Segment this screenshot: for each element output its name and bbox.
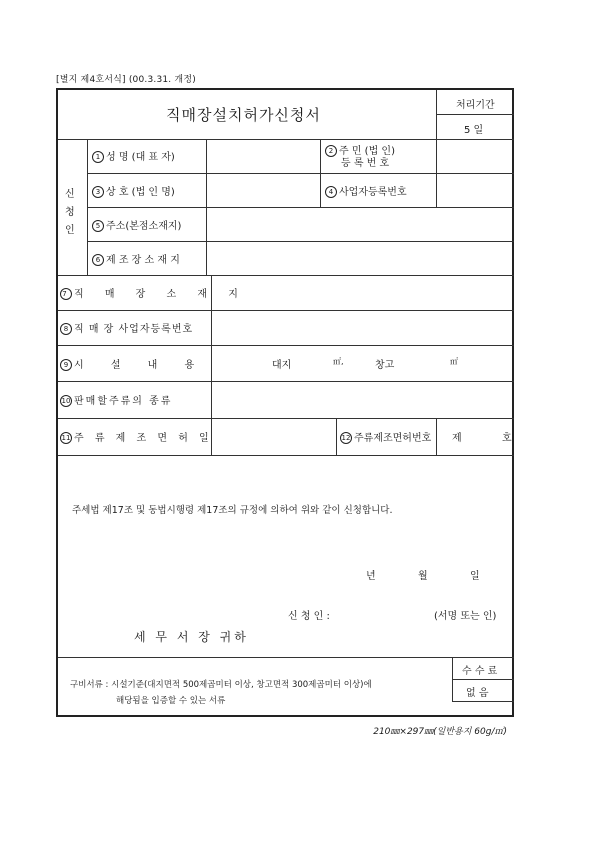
number-badge-7: 7 xyxy=(60,288,72,300)
field-store-location-label xyxy=(60,285,247,300)
number-badge-10: 10 xyxy=(61,397,71,405)
fee-value: 없 음 xyxy=(466,688,489,699)
signature-placeholder: (서명 또는 인) xyxy=(434,611,497,622)
row-divider xyxy=(87,241,514,242)
field-factory-location-text: 제 조 장 소 재 지 xyxy=(106,255,180,266)
field-resident-line2: 등 록 번 호 xyxy=(341,158,390,169)
row-divider xyxy=(87,207,514,208)
form-number-note: [별지 제4호서식] (00.3.31. 개정) xyxy=(56,75,196,85)
field-business-reg-label xyxy=(325,183,407,198)
number-badge-5: 5 xyxy=(92,220,104,232)
number-badge-11: 11 xyxy=(61,434,71,442)
row-divider xyxy=(58,345,514,346)
field-company-label xyxy=(92,183,175,198)
field-factory-location-label xyxy=(92,251,180,266)
field-address-text: 주소(본점소재지) xyxy=(106,221,182,232)
application-statement: 주세법 제17조 및 동법시행령 제17조의 규정에 의하여 위와 같이 신청합니다. xyxy=(72,505,393,516)
field-facility-label xyxy=(60,356,206,371)
processing-period-value: 5 일 xyxy=(464,125,484,136)
row-divider xyxy=(58,657,514,658)
row-divider xyxy=(58,275,514,276)
field-license-date-text: 주 류 제 조 면 허 일 xyxy=(74,433,213,444)
number-badge-1: 1 xyxy=(92,151,104,163)
row-divider xyxy=(87,173,514,174)
row-divider xyxy=(58,310,514,311)
field-address-label xyxy=(92,217,181,232)
number-badge-4: 4 xyxy=(325,186,337,198)
land-area-label: 대지 xyxy=(272,360,292,371)
required-documents-line2: 해당됨을 입증할 수 있는 서류 xyxy=(116,696,226,706)
warehouse-area-label: 창고 xyxy=(375,360,395,371)
number-badge-9: 9 xyxy=(60,359,72,371)
fee-divider-h xyxy=(452,679,514,680)
required-documents-label: 구비서류 : 시설기준(대지면적 500제곱미터 이상, 창고면적 300제곱미터 이상)에 xyxy=(70,680,372,690)
processing-divider xyxy=(436,114,514,115)
row-divider xyxy=(58,418,514,419)
label-divider xyxy=(211,275,212,455)
number-badge-8: 8 xyxy=(60,323,72,335)
date-month: 월 xyxy=(418,571,428,582)
applicant-char-3: 인 xyxy=(65,225,75,236)
application-form xyxy=(56,88,514,717)
date-day: 일 xyxy=(470,571,480,582)
field-name-text: 성 명 (대 표 자) xyxy=(106,152,175,163)
fee-bottom-line xyxy=(452,701,514,702)
row-divider xyxy=(58,455,514,456)
license-number-prefix: 제 xyxy=(452,433,462,444)
field-store-business-reg-text: 직 매 장 사업자등록번호 xyxy=(74,324,194,335)
number-badge-2: 2 xyxy=(325,145,337,157)
field-facility-text: 시 설 내 용 xyxy=(74,360,207,371)
field-company-text: 상 호 (법 인 명) xyxy=(106,187,175,198)
land-area-unit: ㎡, xyxy=(333,357,344,366)
fee-label: 수 수 료 xyxy=(462,666,498,677)
row-divider xyxy=(58,381,514,382)
field-name-label xyxy=(92,148,175,163)
row-divider xyxy=(58,139,514,140)
number-badge-6: 6 xyxy=(92,254,104,266)
field-business-reg-text: 사업자등록번호 xyxy=(339,187,407,198)
license-number-suffix: 호 xyxy=(502,433,512,444)
mid-divider xyxy=(336,418,337,455)
field-liquor-types-label xyxy=(60,392,172,407)
paper-spec: 210㎜×297㎜(일반용지 60g/㎡) xyxy=(373,727,507,737)
form-title: 직매장설치허가신청서 xyxy=(166,106,321,124)
number-badge-12: 12 xyxy=(341,434,351,442)
number-badge-3: 3 xyxy=(92,186,104,198)
processing-period-label: 처리기간 xyxy=(456,100,495,111)
applicant-char-1: 신 xyxy=(65,189,75,200)
date-year: 년 xyxy=(366,571,376,582)
field-license-number-label xyxy=(340,429,431,444)
value-divider xyxy=(436,418,437,455)
field-license-number-text: 주류제조면허번호 xyxy=(354,433,432,444)
applicant-char-2: 청 xyxy=(65,207,75,218)
field-store-business-reg-label xyxy=(60,320,193,335)
field-store-location-text: 직 매 장 소 재 지 xyxy=(74,289,247,300)
field-liquor-types-text: 판매할주류의 종류 xyxy=(74,396,173,407)
addressee: 세 무 서 장 귀하 xyxy=(134,630,249,644)
field-resident-line1: 주 민 (법 인) xyxy=(339,146,395,157)
applicant-sign-label: 신 청 인 : xyxy=(288,611,330,622)
warehouse-area-unit: ㎡ xyxy=(450,357,458,366)
field-license-date-label xyxy=(60,429,213,444)
